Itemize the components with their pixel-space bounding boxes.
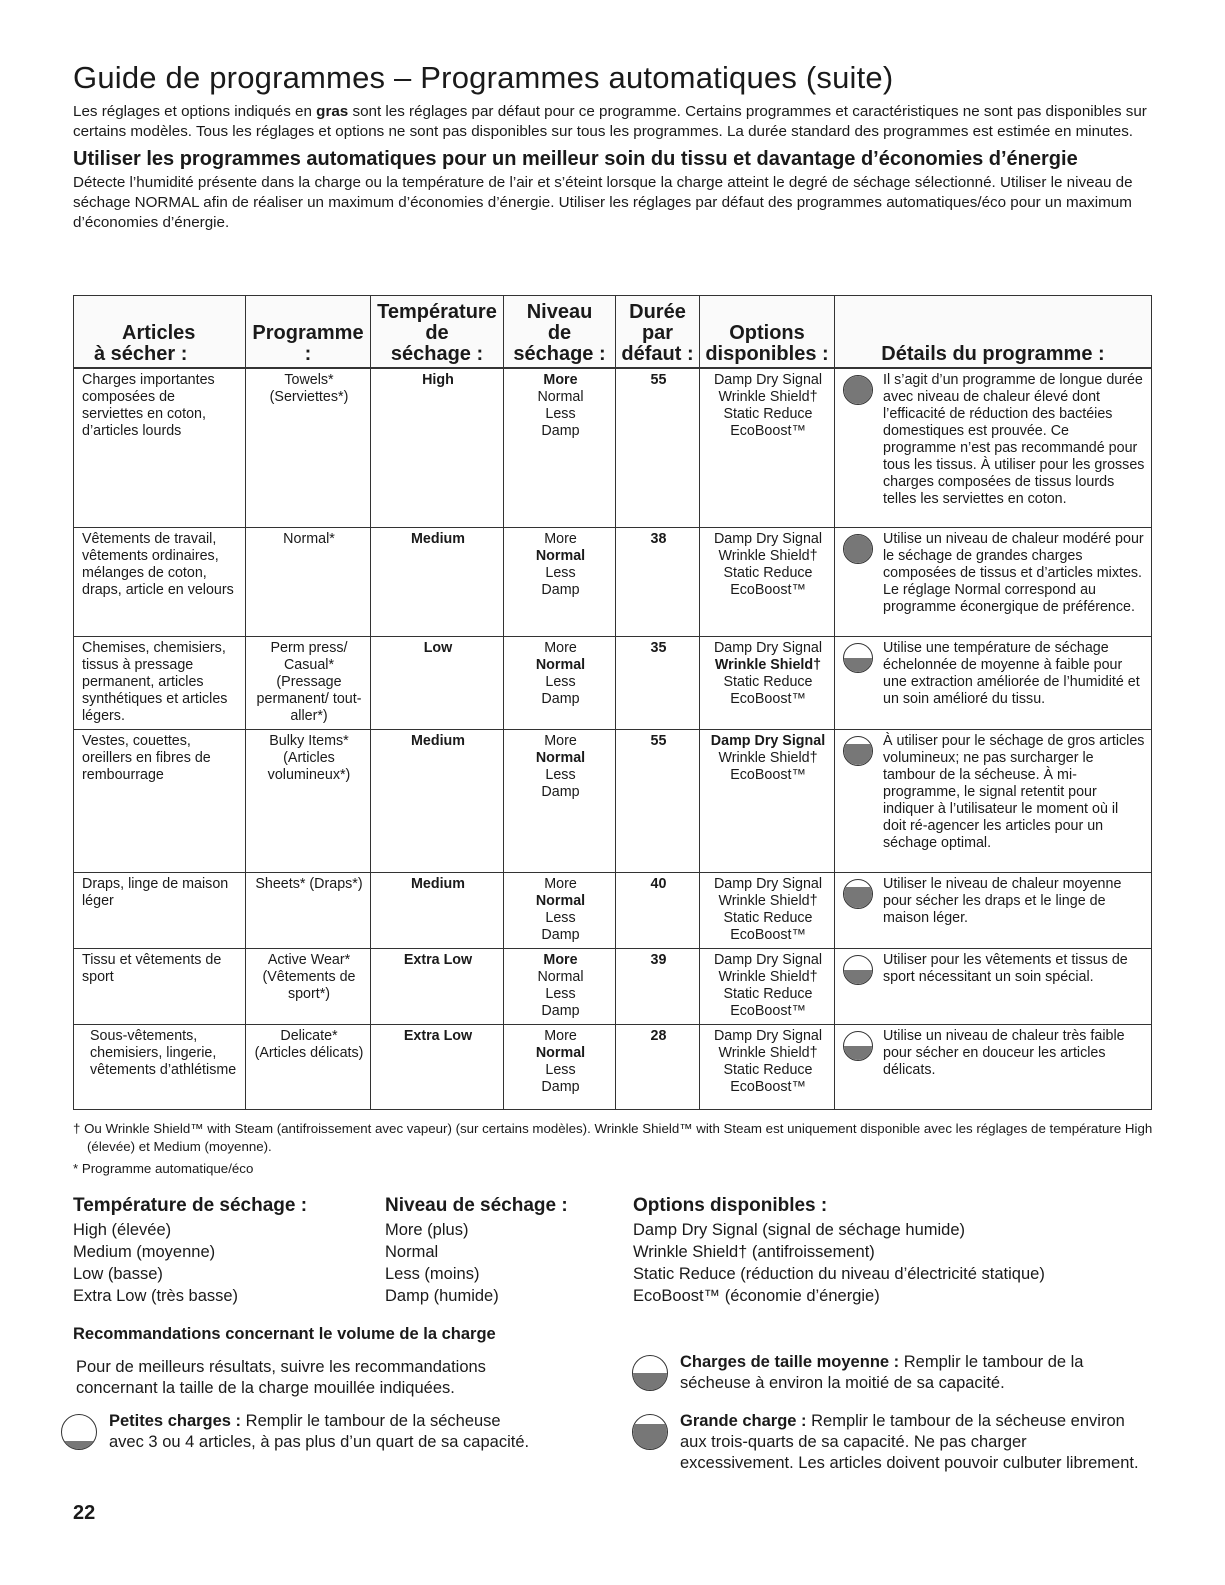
cell-programme: Towels* (Serviettes*) — [246, 368, 371, 528]
load-size-half-icon — [843, 955, 873, 985]
cell-programme: Normal* — [246, 528, 371, 637]
cell-details: Il s’agit d’un programme de longue durée avec niveau de chaleur élevé dont l’efficacité de réduction des bactéies domestiques est prouvée. Ce programme n’est pas recommandé pour tous les tissus. À utiliser pour les grosses charges composées de tissus lourds telles les serviettes en coton. — [835, 368, 1152, 528]
cell-temperature: Medium — [371, 873, 504, 949]
table-row — [74, 637, 1152, 730]
cell-temperature: Extra Low — [371, 1025, 504, 1110]
cell-temperature: Extra Low — [371, 949, 504, 1025]
load-size-half-icon — [843, 375, 873, 405]
detect-paragraph: Détecte l’humidité présente dans la charge ou la température de l’air et s’éteint lorsque la charge atteint le degré de séchage sélectionné. Utiliser le niveau de séchage NORMAL afin de réaliser un maximum d’économies d’énergie. Utiliser les réglages par défaut des programmes automatiques/éco pour un maximum d’économies d’énergie. — [73, 174, 1133, 231]
legend-options: Options disponibles : Damp Dry Signal (signal de séchage humide) Wrinkle Shield† (antifroissement) Static Reduce (réduction du niveau d’électricité statique) EcoBoost™ (économie d’énergie) — [633, 1195, 1045, 1305]
load-size-3q-icon — [843, 879, 873, 909]
header-programme: Programme : — [246, 296, 371, 368]
cell-details: Utiliser le niveau de chaleur moyenne pour sécher les draps et le linge de maison léger. — [835, 873, 1152, 949]
cell-programme: Perm press/ Casual* (Pressage permanent/ tout-aller*) — [246, 637, 371, 730]
legend-temperature: Température de séchage : High (élevée) Medium (moyenne) Low (basse) Extra Low (très basse) — [73, 1195, 308, 1305]
page-title: Guide de programmes – Programmes automatiques (suite) — [73, 60, 894, 95]
cell-levels: More Normal Less Damp — [504, 873, 616, 949]
cycle-guide-table — [73, 295, 1152, 1110]
header-temperature: Température de séchage : — [371, 296, 504, 368]
cell-articles: Draps, linge de maison léger — [74, 873, 246, 949]
cell-programme: Delicate* (Articles délicats) — [246, 1025, 371, 1110]
intro-paragraph: Les réglages et options indiqués en gras sont les réglages par défaut pour ce programme. Certains programmes et caractéristiques ne sont pas disponibles sur certains modèles. Tous les réglages et options ne sont pas disponibles sur tous les programmes. La durée standard des programmes est estimée en minutes. — [73, 103, 1147, 140]
load-size-half-icon — [843, 643, 873, 673]
small-load-item: Petites charges : Remplir le tambour de la sécheuse avec 3 ou 4 articles, à pas plus d’un quart de sa capacité. — [61, 1411, 539, 1453]
cell-levels: More Normal Less Damp — [504, 730, 616, 873]
cell-options: Damp Dry Signal Wrinkle Shield† Static Reduce EcoBoost™ — [700, 528, 835, 637]
cell-levels: More Normal Less Damp — [504, 949, 616, 1025]
cell-temperature: Medium — [371, 528, 504, 637]
cell-options: Damp Dry Signal Wrinkle Shield† Static Reduce EcoBoost™ — [700, 368, 835, 528]
section-subtitle: Utiliser les programmes automatiques pour un meilleur soin du tissu et davantage d’économies d’énergie — [73, 148, 1078, 170]
footnotes — [73, 1120, 1153, 1182]
table-row — [74, 873, 1152, 949]
load-size-3q-icon — [843, 736, 873, 766]
cell-details: Utiliser pour les vêtements et tissus de sport nécessitant un soin spécial. — [835, 949, 1152, 1025]
cell-details: Utilise un niveau de chaleur modéré pour le séchage de grandes charges composées de tissus et d’articles mixtes. Le réglage Normal correspond au programme éconergique de préférence. — [835, 528, 1152, 637]
reco-lead: Pour de meilleurs résultats, suivre les recommandations concernant la taille de la charge mouillée indiquées. — [76, 1358, 486, 1397]
cell-duration: 40 — [616, 873, 700, 949]
cell-duration: 39 — [616, 949, 700, 1025]
load-size-icon — [843, 534, 873, 564]
cell-programme: Active Wear* (Vêtements de sport*) — [246, 949, 371, 1025]
cell-articles: Sous-vêtements, chemisiers, lingerie, vêtements d’athlétisme — [74, 1025, 246, 1110]
cell-options: Damp Dry Signal Wrinkle Shield† Static Reduce EcoBoost™ — [700, 949, 835, 1025]
table-row — [74, 368, 1152, 528]
load-recommendations — [73, 1325, 1153, 1472]
footnote-dagger: † Ou Wrinkle Shield™ with Steam (antifroissement avec vapeur) (sur certains modèles). Wrinkle Shield™ with Steam est uniquement disponible avec les réglages de température High (élevée) et Medium (moyenne). — [73, 1121, 1153, 1154]
header-articles: Articles à sécher : — [74, 296, 246, 368]
load-size-half-icon — [843, 1031, 873, 1061]
table-row — [74, 730, 1152, 873]
header-duree: Durée par défaut : — [616, 296, 700, 368]
cell-programme: Bulky Items* (Articles volumineux*) — [246, 730, 371, 873]
cell-options: Damp Dry Signal Wrinkle Shield† EcoBoost™ — [700, 730, 835, 873]
medium-load-item: Charges de taille moyenne : Remplir le tambour de la sécheuse à environ la moitié de sa capacité. — [632, 1352, 1140, 1394]
cell-temperature: Medium — [371, 730, 504, 873]
cell-temperature: High — [371, 368, 504, 528]
table-row — [74, 1025, 1152, 1110]
footnote-asterisk: * Programme automatique/éco — [73, 1161, 254, 1176]
header-section — [73, 60, 1153, 233]
load-3q-icon — [632, 1414, 668, 1450]
cell-programme: Sheets* (Draps*) — [246, 873, 371, 949]
cell-temperature: Low — [371, 637, 504, 730]
cell-duration: 55 — [616, 730, 700, 873]
cell-levels: More Normal Less Damp — [504, 637, 616, 730]
cell-levels: More Normal Less Damp — [504, 528, 616, 637]
cell-articles: Tissu et vêtements de sport — [74, 949, 246, 1025]
cell-articles: Vestes, couettes, oreillers en fibres de rembourrage — [74, 730, 246, 873]
cell-duration: 55 — [616, 368, 700, 528]
cell-details: À utiliser pour le séchage de gros articles volumineux; ne pas surcharger le tambour de la sécheuse. À mi-programme, le signal retentit pour indiquer à l’utilisateur le moment où il doit ré-agencer les articles pour un séchage optimal. — [835, 730, 1152, 873]
cell-options: Damp Dry Signal Wrinkle Shield† Static Reduce EcoBoost™ — [700, 873, 835, 949]
cell-options: Damp Dry Signal Wrinkle Shield† Static Reduce EcoBoost™ — [700, 637, 835, 730]
cell-levels: More Normal Less Damp — [504, 368, 616, 528]
cell-duration: 38 — [616, 528, 700, 637]
header-options: Options disponibles : — [700, 296, 835, 368]
load-half-icon — [632, 1355, 668, 1391]
cell-details: Utilise une température de séchage échelonnée de moyenne à faible pour une extraction améliorée de l’humidité et un soin amélioré du tissu. — [835, 637, 1152, 730]
cell-levels: More Normal Less Damp — [504, 1025, 616, 1110]
table-row — [74, 949, 1152, 1025]
header-details: Détails du programme : — [835, 296, 1152, 368]
header-niveau: Niveau de séchage : — [504, 296, 616, 368]
cell-duration: 35 — [616, 637, 700, 730]
table-header-row — [74, 296, 1152, 368]
cell-details: Utilise un niveau de chaleur très faible pour sécher en douceur les articles délicats. — [835, 1025, 1152, 1110]
cell-articles: Vêtements de travail, vêtements ordinaires, mélanges de coton, draps, article en velours — [74, 528, 246, 637]
table-row — [74, 528, 1152, 637]
reco-title: Recommandations concernant le volume de la charge — [73, 1325, 496, 1343]
legend-niveau: Niveau de séchage : More (plus) Normal Less (moins) Damp (humide) — [385, 1195, 568, 1305]
load-quarter-icon — [61, 1414, 97, 1450]
cell-articles: Charges importantes composées de serviettes en coton, d’articles lourds — [74, 368, 246, 528]
cell-options: Damp Dry Signal Wrinkle Shield† Static Reduce EcoBoost™ — [700, 1025, 835, 1110]
page-number: 22 — [73, 1502, 96, 1524]
large-load-item: Grande charge : Remplir le tambour de la sécheuse environ aux trois-quarts de sa capacité. Ne pas charger excessivement. Les articles doivent pouvoir culbuter librement. — [632, 1411, 1140, 1474]
cell-duration: 28 — [616, 1025, 700, 1110]
cell-articles: Chemises, chemisiers, tissus à pressage permanent, articles synthétiques et articles légers. — [74, 637, 246, 730]
